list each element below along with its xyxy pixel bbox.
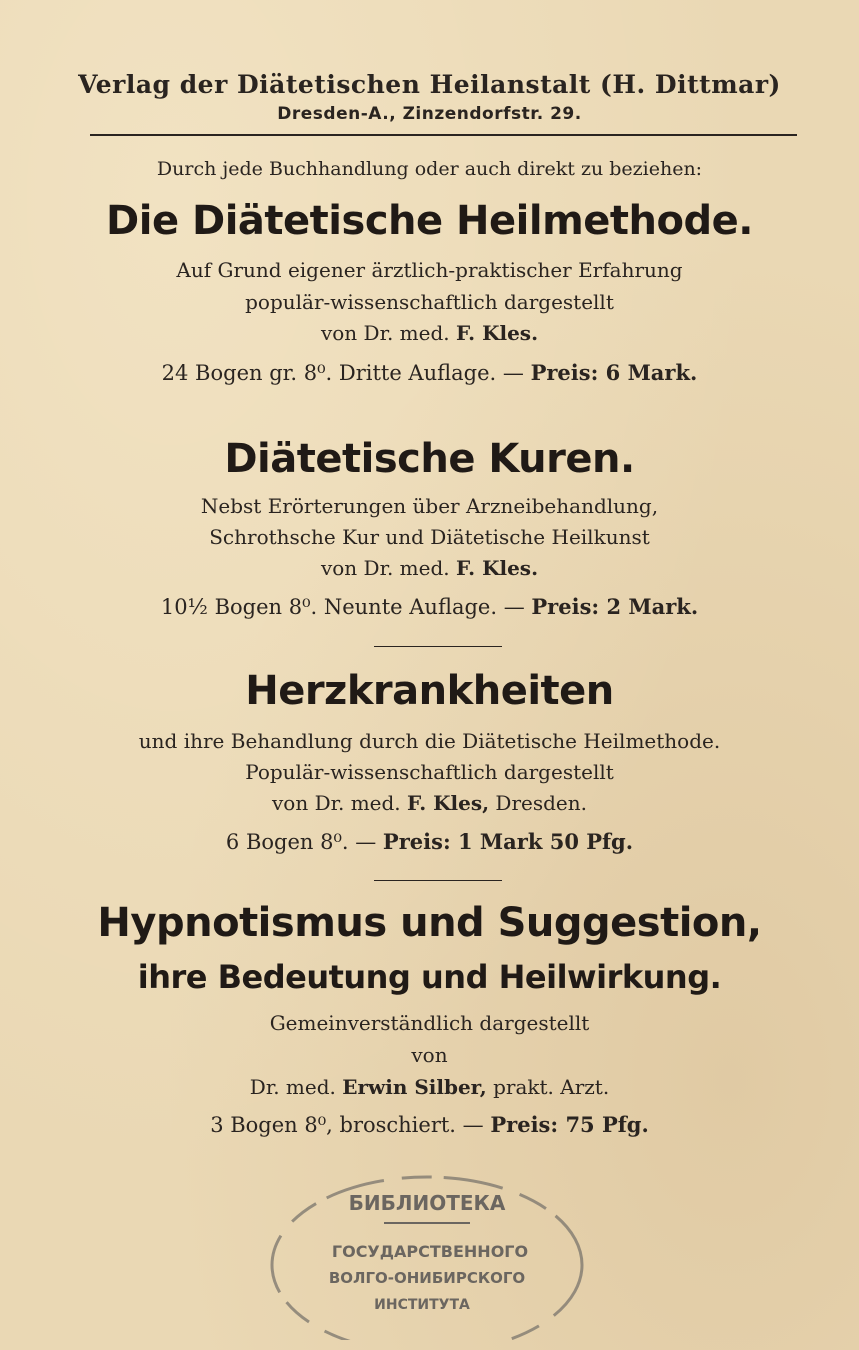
- book-3-title: Herzkrankheiten: [245, 668, 614, 714]
- book-1-author-line: [0, 321, 859, 345]
- book-4-author: Erwin Silber,: [342, 1075, 487, 1099]
- stamp-line-1: БИБЛИОТЕКА: [348, 1191, 506, 1215]
- book-2-author-line: [0, 556, 859, 580]
- book-3-author-prefix: von Dr. med.: [272, 791, 401, 815]
- book-4-details: 3 Bogen 8⁰, broschiert. —: [210, 1113, 484, 1137]
- book-3-author-suffix: Dresden.: [495, 791, 587, 815]
- book-2-details: 10½ Bogen 8⁰. Neunte Auflage. —: [160, 595, 525, 619]
- library-stamp-graphic: [262, 1170, 592, 1340]
- stamp-line-3: ВОЛГО-ОНИБИРСКОГО: [328, 1269, 526, 1287]
- divider-rule-1: [374, 646, 502, 647]
- book-3-details: 6 Bogen 8⁰. —: [225, 830, 377, 854]
- header-rule: [90, 134, 797, 136]
- book-4-author-suffix: prakt. Arzt.: [493, 1075, 610, 1099]
- book-2-title: Diätetische Kuren.: [224, 436, 635, 482]
- book-4-price-line: [0, 1112, 859, 1137]
- book-1-author-prefix: von Dr. med.: [320, 321, 450, 345]
- book-4-author-line: [0, 1075, 859, 1099]
- book-1-price-line: [0, 360, 859, 385]
- publisher-address: Dresden-A., Zinzendorfstr. 29.: [277, 104, 582, 124]
- book-2-line-1: Nebst Erörterungen über Arzneibehandlung,: [200, 494, 659, 518]
- publisher-name: Verlag der Diätetischen Heilanstalt (H. Dittmar): [78, 70, 781, 99]
- book-3-price: Preis: 1 Mark 50 Pfg.: [382, 829, 634, 854]
- book-2-price: Preis: 2 Mark.: [531, 594, 699, 619]
- book-3-line-1: und ihre Behandlung durch die Diätetische Heilmethode.: [138, 729, 721, 753]
- divider-rule-2: [374, 880, 502, 881]
- book-1-author: F. Kles.: [455, 321, 539, 345]
- intro-text: Durch jede Buchhandlung oder auch direkt zu beziehen:: [156, 158, 703, 180]
- book-4-line-1: Gemeinverständlich dargestellt: [269, 1011, 590, 1035]
- book-1-line-2: populär-wissenschaftlich dargestellt: [245, 290, 614, 314]
- book-4-title: Hypnotismus und Suggestion,: [97, 900, 762, 946]
- stamp-line-2: ГОСУДАРСТВЕННОГО: [331, 1242, 529, 1261]
- book-1-line-1: Auf Grund eigener ärztlich-praktischer Erfahrung: [176, 258, 683, 282]
- book-2-price-line: [0, 594, 859, 619]
- book-2-author-prefix: von Dr. med.: [320, 556, 450, 580]
- book-1-details: 24 Bogen gr. 8⁰. Dritte Auflage. —: [161, 361, 524, 385]
- book-4-line-2: von: [411, 1043, 448, 1067]
- book-3-price-line: [0, 829, 859, 854]
- stamp-line-4: ИНСТИТУТА: [374, 1297, 470, 1313]
- book-4-author-prefix: Dr. med.: [249, 1075, 336, 1099]
- book-4-subtitle: ihre Bedeutung und Heilwirkung.: [137, 958, 722, 996]
- book-1-price: Preis: 6 Mark.: [530, 360, 698, 385]
- book-4-price: Preis: 75 Pfg.: [490, 1112, 649, 1137]
- book-3-author: F. Kles,: [407, 791, 490, 815]
- book-1-title: Die Diätetische Heilmethode.: [106, 198, 753, 244]
- book-2-author: F. Kles.: [455, 556, 539, 580]
- library-stamp: [262, 1170, 592, 1340]
- book-3-line-2: Populär-wissenschaftlich dargestellt: [245, 760, 614, 784]
- book-3-author-line: [0, 791, 859, 815]
- book-2-line-2: Schrothsche Kur und Diätetische Heilkunst: [209, 525, 650, 549]
